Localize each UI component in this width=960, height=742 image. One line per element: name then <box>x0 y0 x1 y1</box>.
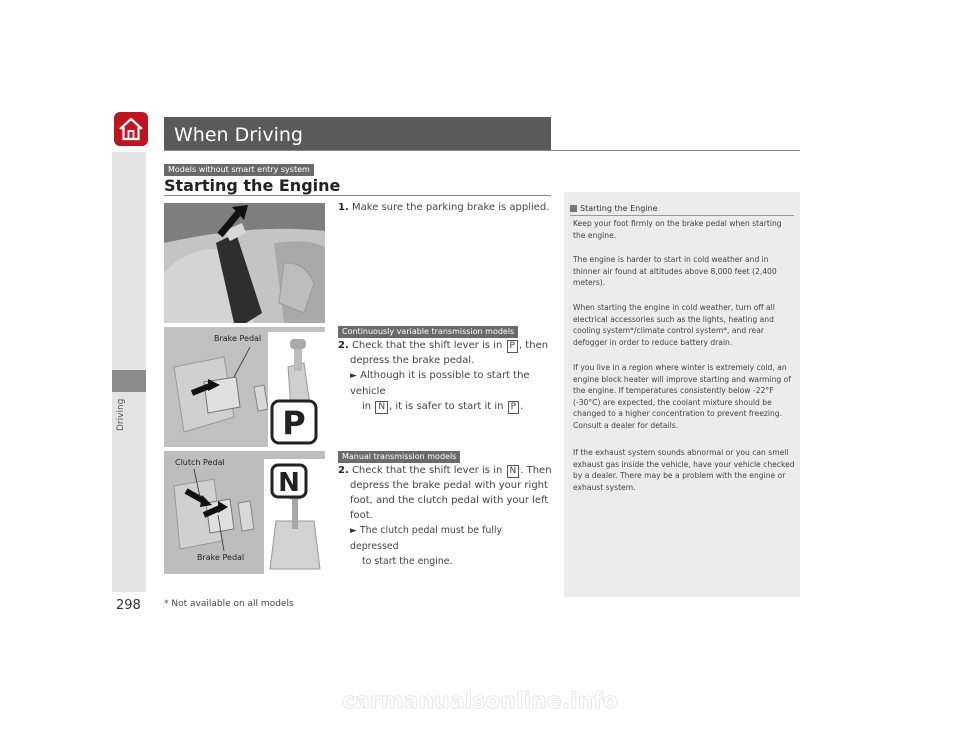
parking-brake-image <box>164 203 325 323</box>
section-label: Driving <box>116 398 126 431</box>
note-paragraph-3: When starting the engine in cold weather, turn off all electrical accessories such as the lights, heating and cooling system*/climate control system*, and rear defogger in order to reduce battery drain. <box>573 303 775 347</box>
step-1: 1. Make sure the parking brake is applied. <box>338 202 550 213</box>
section-marker <box>112 370 146 392</box>
key-p-2: P <box>508 401 519 414</box>
key-n-manual: N <box>507 465 520 478</box>
brake-pedal-label-manual: Brake Pedal <box>197 553 245 562</box>
watermark <box>0 686 960 716</box>
pointer-icon-2: ► <box>350 526 357 536</box>
notes-heading: Starting the Engine <box>570 204 658 213</box>
notes-divider <box>570 215 794 216</box>
cvt-brake-pedal-image <box>164 327 325 447</box>
section-heading: Starting the Engine <box>164 176 341 195</box>
key-p: P <box>507 340 518 353</box>
svg-text:carmanualsonline.info: carmanualsonline.info <box>342 689 618 714</box>
cvt-tag: Continuously variable transmission models <box>338 326 518 338</box>
note-paragraph-1: Keep your foot firmly on the brake pedal when starting the engine. <box>573 219 782 240</box>
manual-tag: Manual transmission models <box>338 451 460 463</box>
heading-divider <box>164 195 551 196</box>
manual-pedal-illustration <box>164 451 325 574</box>
clutch-pedal-label: Clutch Pedal <box>175 458 225 467</box>
parking-brake-illustration <box>164 203 325 323</box>
manual-pedals-image <box>164 451 325 574</box>
notes-panel <box>564 192 800 597</box>
key-n: N <box>375 401 388 414</box>
note-paragraph-4: If you live in a region where winter is extremely cold, an engine block heater will improve starting and warming of the engine. If temperatures consistently below -22°F (-30°C) are expected, the coolant mixture should be changed to a higher concentration to prevent freezing. Consult a dealer for details. <box>573 363 791 430</box>
page-title: When Driving <box>174 124 303 146</box>
watermark-logo <box>270 686 690 716</box>
cvt-pedal-illustration <box>164 327 325 447</box>
pointer-icon: ► <box>350 371 357 381</box>
note-paragraph-2: The engine is harder to start in cold weather and in thinner air found at altitudes above 8,000 feet (2,400 meters). <box>573 255 777 288</box>
note-flag-icon <box>570 205 577 212</box>
brake-pedal-label: Brake Pedal <box>214 334 262 343</box>
gear-n-glyph: N <box>278 468 300 498</box>
gear-p-glyph: P <box>282 404 306 442</box>
home-icon <box>114 112 148 146</box>
title-divider <box>164 150 800 151</box>
title-bar <box>164 117 551 150</box>
cvt-step-2: 2. Check that the shift lever is in P , then depress the brake pedal. ► Although it is possible to start the vehicle in N , it is safer to start it in P . <box>338 340 549 412</box>
note-paragraph-5: If the exhaust system sounds abnormal or you can smell exhaust gas inside the vehicle, have your vehicle checked by a dealer. There may be a problem with the engine or exhaust system. <box>573 448 795 492</box>
page-number: 298 <box>116 598 141 613</box>
footnote: * Not available on all models <box>164 599 294 609</box>
manual-step-2: 2. Check that the shift lever is in N . Then depress the brake pedal with your right foot, and the clutch pedal with your left foot. ► The clutch pedal must be fully depressed to start the engine. <box>338 465 552 567</box>
home-button[interactable] <box>114 112 148 146</box>
model-tag: Models without smart entry system <box>164 164 314 176</box>
